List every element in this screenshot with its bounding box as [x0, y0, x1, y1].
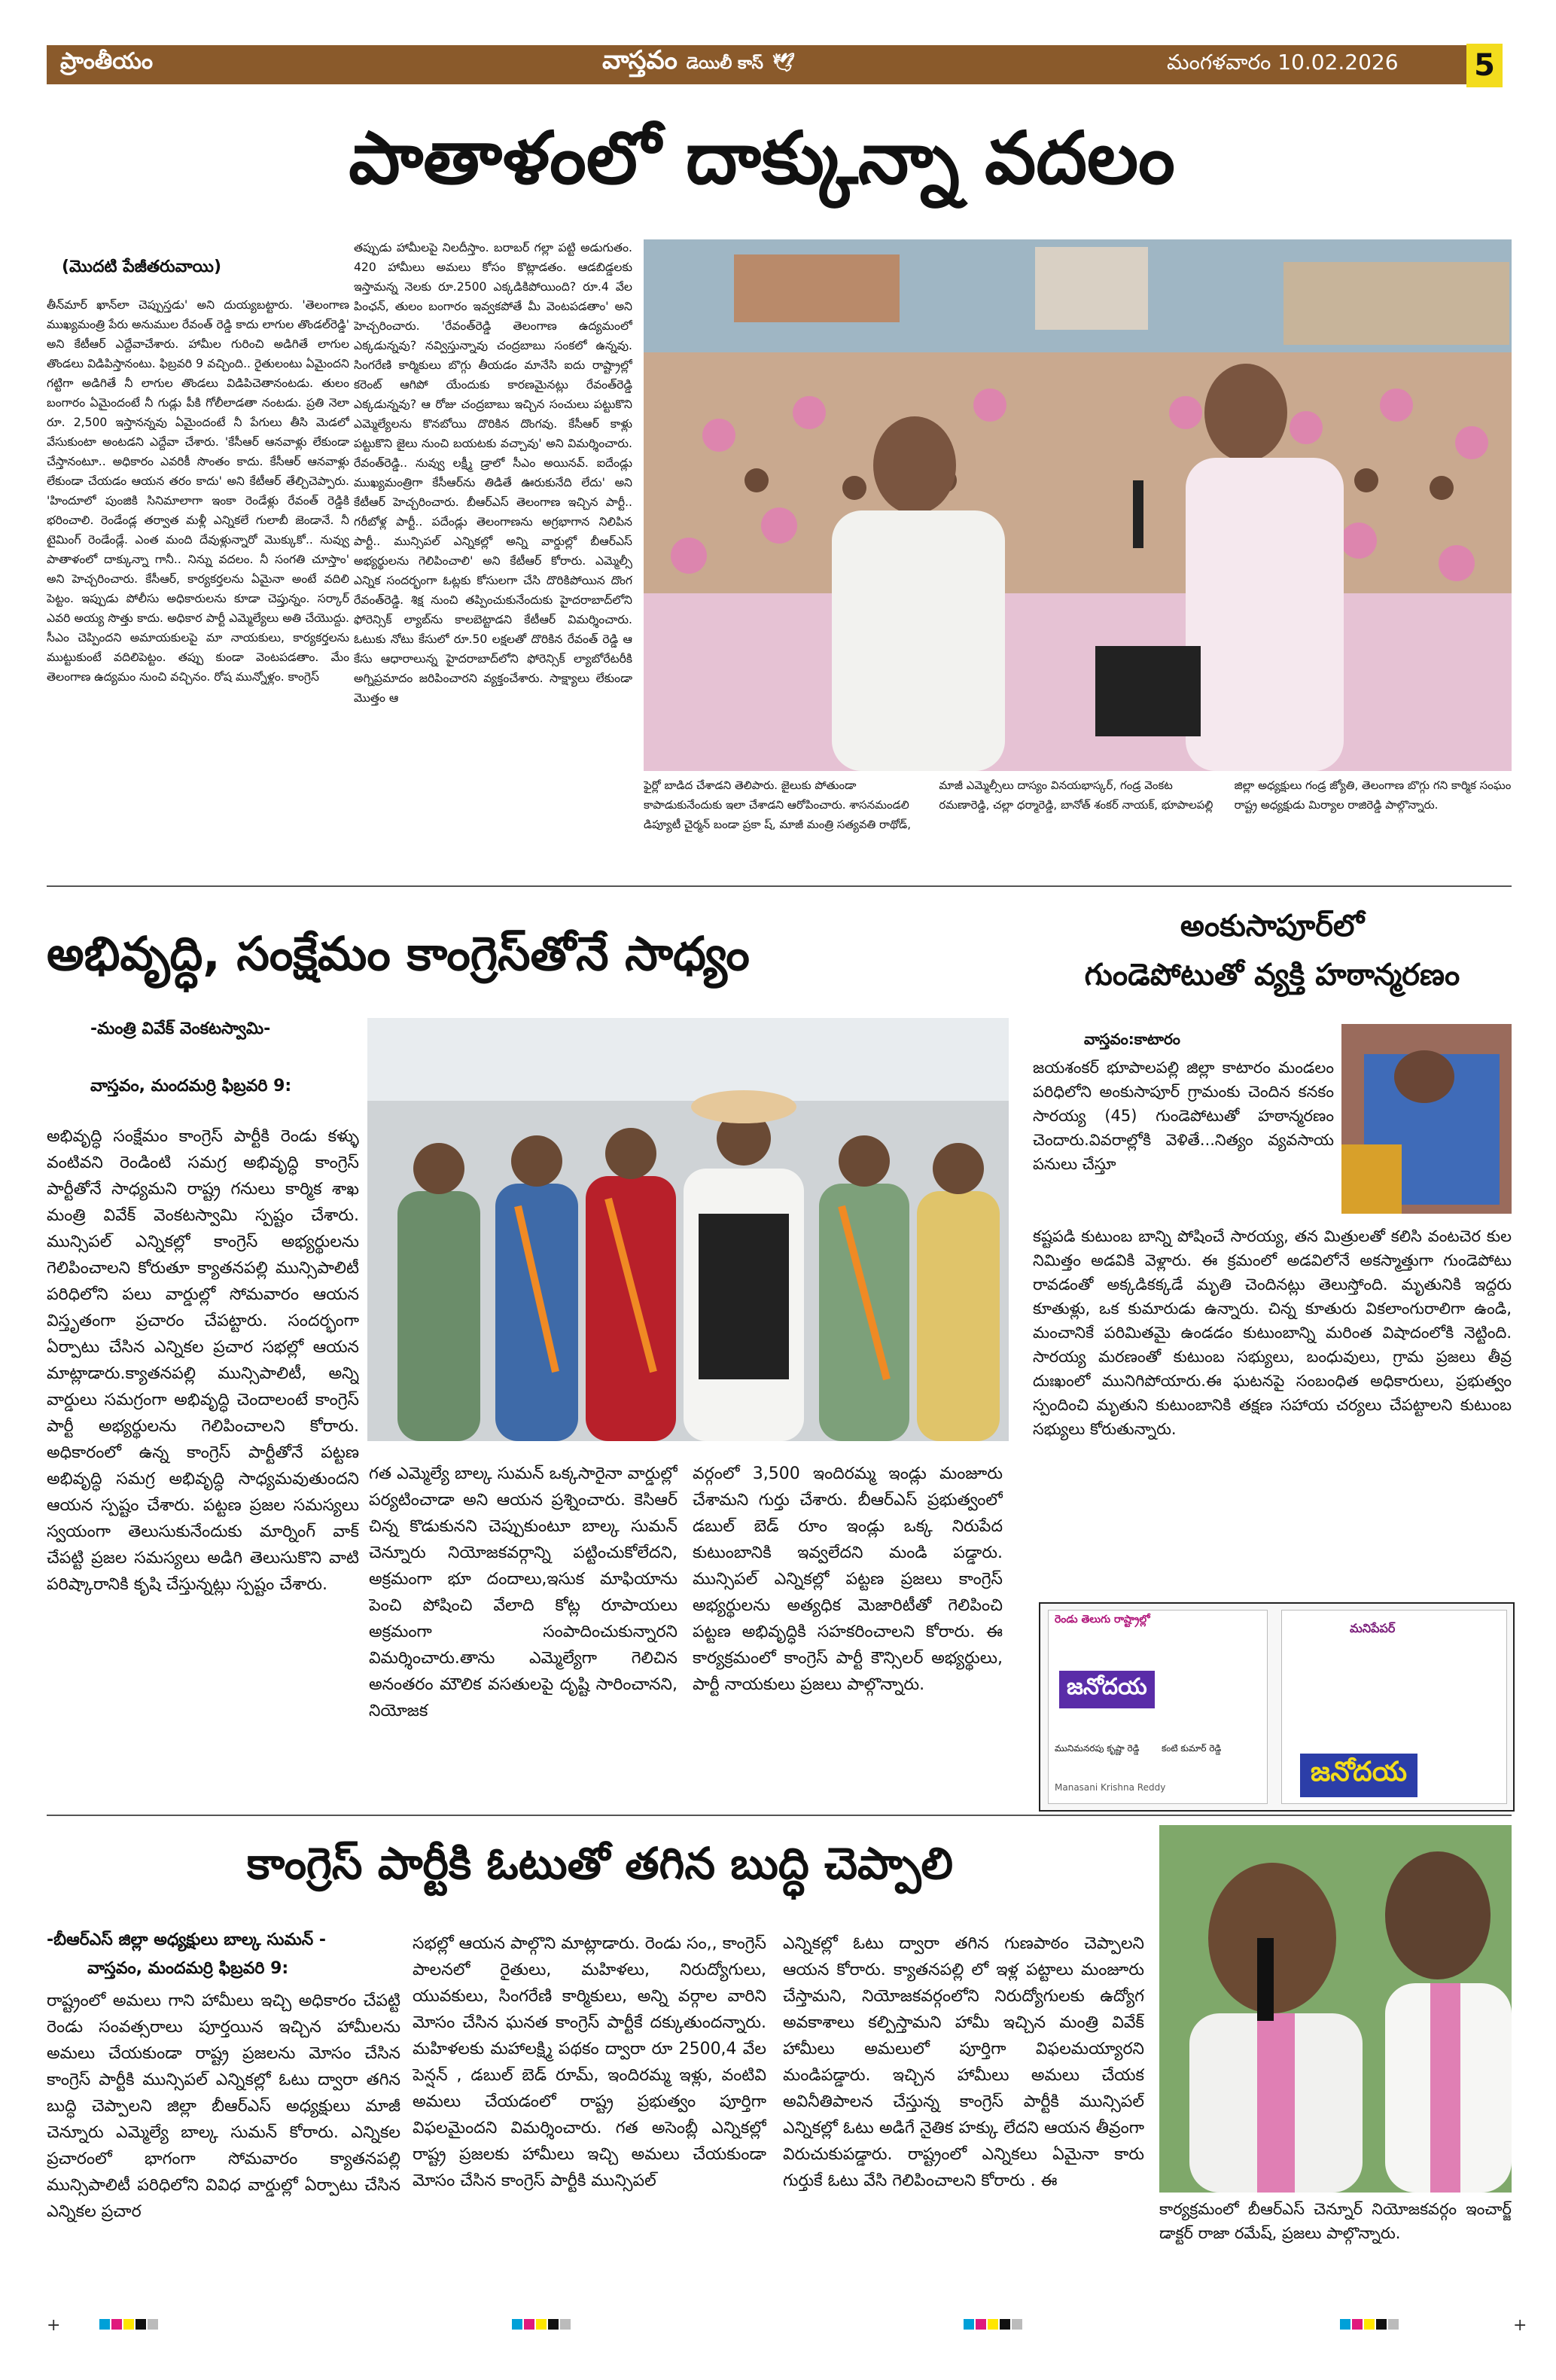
story4-caption: కార్యక్రమంలో బీఆర్ఎస్ చెన్నూర్ నియోజకవర్గం ఇంచార్జ్ డాక్టర్ రాజా రమేష్, ప్రజలు పాల్గొన్నారు.	[1159, 2200, 1512, 2242]
story1-continued: (మొదటి పేజీతరువాయి)	[62, 258, 222, 276]
story2-dateline: వాస్తవం, మందమర్రి ఫిబ్రవరి 9:	[90, 1077, 292, 1096]
story1-caption: ఫైర్లో బాడిద చేశాడని తెలిపారు. జైలుకు పోతుండా కాపాడుకునేందుకు ఇలా చేశాడని ఆరోపించారు. శాసనమండలి డిప్యూటీ చైర్మన్ బండా ప్రకా ష్, మాజీ మంత్రి సత్యవతి రాథోడ్, మాజీ ఎమ్మెల్సీలు దాస్యం వినయభాస్కర్, గండ్ర వెంకట రమణారెడ్డి, చల్లా ధర్మారెడ్డి, బానోత్ శంకర్ నాయక్, భూపాలపల్లి జిల్లా అధ్యక్షులు గండ్ర జ్యోతి, తెలంగాణ బొగ్గు గని కార్మిక సంఘం రాష్ట్ర అధ్యక్షుడు మిర్యాల రాజిరెడ్డి పాల్గొన్నారు.	[644, 779, 1512, 831]
swatch-black	[1376, 2319, 1387, 2330]
divider-2	[47, 1815, 1512, 1816]
story3-headline-line1: అంకుసాపూర్‌లో	[1180, 909, 1365, 943]
story1-rally-photo	[644, 239, 1512, 771]
swatch-grey	[560, 2319, 571, 2330]
ad-left-brand: జనోదయ	[1059, 1671, 1155, 1708]
ad-left-panel	[1048, 1610, 1268, 1804]
edition-name: డెయిలీ కాస్	[686, 54, 763, 73]
paper-name: వాస్తవం	[602, 45, 678, 75]
story3-photo	[1341, 1024, 1512, 1214]
dove-icon: 🕊	[772, 52, 796, 73]
story2-col1: అభివృద్ధి సంక్షేమం కాంగ్రెస్ పార్టీకి రెండు కళ్ళు వంటివని రెండింటి సమగ్ర అభివృద్ధి కాంగ్రెస్ పార్టీతోనే సాధ్యమని రాష్ట్ర గనులు కార్మిక శాఖ మంత్రి వివేక్ వెంకటస్వామి స్పష్టం చేశారు. మున్సిపల్ ఎన్నికల్లో కాంగ్రెస్ అభ్యర్థులను గెలిపించాలని కోరుతూ క్యాతనపల్లి మున్సిపాలిటీ పరిధిలోని పలు వార్డుల్లో సోమవారం ఆయన విస్తృతంగా ప్రచారం చేపట్టారు. సందర్భంగా ఏర్పాటు చేసిన ఎన్నికల ప్రచార సభల్లో ఆయన మాట్లాడారు.క్యాతనపల్లి మున్సిపాలిటీ, అన్ని వార్డులు సమగ్రంగా అభివృద్ధి చెందాలంటే కాంగ్రెస్ పార్టీ అభ్యర్థులను గెలిపించాలని కోరారు. అధికారంలో ఉన్న కాంగ్రెస్ పార్టీతోనే పట్టణ అభివృద్ధి సమగ్ర అభివృద్ధి సాధ్యమవుతుందని ఆయన స్పష్టం చేశారు. పట్టణ ప్రజల సమస్యలు స్వయంగా తెలుసుకునేందుకు మార్నింగ్ వాక్ చేపట్టి ప్రజల సమస్యలు అడిగి తెలుసుకొని వాటి పరిష్కారానికి కృషి చేస్తున్నట్లు స్పష్టం చేశారు.	[47, 1127, 359, 1594]
color-strip-2	[512, 2319, 571, 2330]
story4-col1: రాష్ట్రంలో అమలు గాని హామీలు ఇచ్చి అధికారం చేపట్టి రెండు సంవత్సరాలు పూర్తయిన ఇచ్చిన హామీలను అమలు చేయకుండా రాష్ట్ర ప్రజలను మోసం చేసిన కాంగ్రెస్ పార్టీకి మున్సిపల్ ఎన్నికల్లో ఓటు ద్వారా తగిన బుద్ధి చెప్పాలని జిల్లా బీఆర్ఎస్ అధ్యక్షులు మాజీ చెన్నూరు ఎమ్మెల్యే బాల్క సుమన్ కోరారు. ఎన్నికల ప్రచారంలో భాగంగా సోమవారం క్యాతనపల్లి మున్సిపాలిటీ పరిధిలోని వివిధ వార్డుల్లో ఏర్పాటు చేసిన ఎన్నికల ప్రచార	[47, 1991, 400, 2221]
divider-1	[47, 885, 1512, 887]
crosshair-right: +	[1513, 2316, 1527, 2335]
page-number: 5	[1466, 44, 1503, 87]
story4-byline: -బీఆర్ఎస్ జిల్లా అధ్యక్షులు బాల్క సుమన్ -	[47, 1931, 327, 1949]
swatch-cyan	[99, 2319, 110, 2330]
story2-col2: గత ఎమ్మెల్యే బాల్క సుమన్ ఒక్కసారైనా వార్డుల్లో పర్యటించాడా అని ఆయన ప్రశ్నించారు. కెసిఆర్ చిన్న కొడుకునని చెప్పుకుంటూ బాల్క సుమన్ చెన్నూరు నియోజకవర్గాన్ని పట్టించుకోలేదని, అక్రమంగా భూ దందాలు,ఇసుక మాఫియాను పెంచి పోషించి వేలాది కోట్ల రూపాయలు అక్రమంగా సంపాదించుకున్నారని విమర్శించారు.తాను ఎమ్మెల్యేగా గెలిచిన అనంతరం మౌలిక వసతులపై దృష్టి సారించానని, నియోజక	[369, 1464, 678, 1720]
color-strip-3	[964, 2319, 1022, 2330]
story3-headline-line2: గుండెపోటుతో వ్యక్తి హఠాన్మరణం	[1084, 958, 1460, 992]
registration-marks	[0, 2310, 1556, 2340]
swatch-cyan	[1340, 2319, 1350, 2330]
swatch-magenta	[976, 2319, 986, 2330]
color-strip-4	[1340, 2319, 1399, 2330]
swatch-yellow	[1364, 2319, 1375, 2330]
ad-right-brand: జనోదయ	[1300, 1754, 1417, 1797]
story1-col2: తప్పుడు హామీలపై నిలదీస్తాం. బరాబర్ గల్లా పట్టి అడుగుతం. 420 హామీలు అమలు కోసం కొట్లాడతం. ఆడబిడ్డలకు ఇస్తామన్న నెలకు రూ.2500 ఎక్కడికిపోయింది? రూ.4 వేల పింఛన్, తులం బంగారం ఇవ్వకపోతే మీ వెంటపడతాం' అని హెచ్చరించారు. 'రేవంత్‌రెడ్డి తెలంగాణ ఉద్యమంలో ఎక్కడున్నవు? నవ్విస్తున్నావు చంద్రబాబు సంకలో ఉన్నవు. సింగరేణి కార్మికులు బొగ్గు తీయడం మానేసి ఐదు రాష్ట్రాల్లో కరెంట్ ఆగిపో యేందుకు కారణమైనట్లు రేవంత్‌రెడ్డి ఎక్కడున్నవు? ఆ రోజు చంద్రబాబు ఇచ్చిన సంచులు పట్టుకొని ఎమ్మెల్యేలను కొనబోయి దొరికిన దొంగవు. కేసీఆర్ కాళ్లు పట్టుకొని జైలు నుంచి బయటకు వచ్చావు' అని విమర్శించారు. రేవంత్‌రెడ్డి.. నువ్వు లక్ష్మీ డ్రాలో సీఎం అయినవ్. ఐదేండ్లు ముఖ్యమంత్రిగా కేసీఆర్‌ను తిడితే ఊరుకునేది లేదు' అని కేటీఆర్ హెచ్చరించారు. బీఆర్ఎస్ తెలంగాణ ఇచ్చిన పార్టీ.. గరీబోళ్ల పార్టీ.. పదేండ్లు తెలంగాణను అగ్రభాగాన నిలిపిన పార్టీ.. మున్సిపల్ ఎన్నికల్లో అన్ని వార్డుల్లో బీఆర్ఎస్ అభ్యర్థులను గెలిపించాలి' అని కేటీఆర్ కోరారు. ఎమ్మెల్సీ ఎన్నిక సందర్భంగా ఓట్లకు కోసులగా చేసి దొరికిపోయిన దొంగ రేవంత్‌రెడ్డి. శిక్ష నుంచి తప్పించుకునేందుకు హైదరాబాద్‌లోని ఫోరెన్సిక్ ల్యాబ్‌ను కాలబెట్టాడని కేటీఆర్ విమర్శించారు. ఓటుకు నోటు కేసులో రూ.50 లక్షలతో దొరికిన రేవంత్ రెడ్డి ఆ కేసు ఆధారాలున్న హైదరాబాద్‌లోని ఫోరెన్సిక్ ల్యాబోరేటరీకి అగ్నిప్రమాదం జరిపించారని వ్యక్తంచేశారు. సాక్ష్యాలు లేకుండా మొత్తం ఆ	[354, 241, 632, 705]
swatch-yellow	[536, 2319, 547, 2330]
story2-byline: -మంత్రి వివేక్ వెంకటస్వామి-	[90, 1019, 271, 1038]
speaker-photo-art	[1159, 1825, 1512, 2193]
swatch-cyan	[512, 2319, 522, 2330]
ad-left-name2: Manasani Krishna Reddy	[1055, 1782, 1166, 1793]
swatch-magenta	[524, 2319, 534, 2330]
ad-left-title: రెండు తెలుగు రాష్ట్రాల్లో	[1055, 1614, 1150, 1626]
ad-right-panel	[1281, 1610, 1507, 1804]
story4-photo	[1159, 1825, 1512, 2193]
ad-box	[1039, 1602, 1515, 1812]
swatch-yellow	[988, 2319, 998, 2330]
campaign-photo-art	[367, 1018, 1009, 1441]
story4-dateline: వాస్తవం, మందమర్రి ఫిబ్రవరి 9:	[87, 1959, 289, 1978]
swatch-black	[136, 2319, 146, 2330]
masthead	[602, 45, 795, 81]
swatch-grey	[1012, 2319, 1022, 2330]
swatch-grey	[1388, 2319, 1399, 2330]
story2-campaign-photo	[367, 1018, 1009, 1441]
issue-date: మంగళవారం 10.02.2026	[1167, 50, 1399, 75]
mourning-photo-art	[1341, 1024, 1512, 1214]
swatch-black	[548, 2319, 559, 2330]
ad-right-title: మనిపేపర్	[1350, 1621, 1396, 1635]
story2-headline: అభివృద్ధి, సంక్షేమం కాంగ్రెస్‌తోనే సాధ్యం	[47, 926, 750, 981]
story3-body-narrow: జయశంకర్ భూపాలపల్లి జిల్లా కాటారం మండలం పరిధిలోని అంకుసాపూర్ గ్రామంకు చెందిన కనకం సారయ్య (45) గుండెపోటుతో హఠాన్మరణం చెందారు.వివరాల్లోకి వెళితే...నిత్యం వ్యవసాయ పనులు చేస్తూ	[1033, 1059, 1334, 1173]
story1-col1: తీన్‌మార్ ఖాన్‌లా చెప్పుస్తడు' అని దుయ్యబట్టారు. 'తెలంగాణ ముఖ్యమంత్రి పేరు అనుముల రేవంత్ రెడ్డి కాదు లాగుల తొండల్‌రెడ్డి' అని కేటీఆర్ ఎద్దేవాచేశారు. హామీల గురించి అడిగితే లాగుల తొండలు విడిపిస్తానంటు. ఫిబ్రవరి 9 వచ్చింది.. రైతులంటు ఏమైందని గట్టిగా అడిగితే నీ లాగుల తొండలు విడిపిచెతానంటడు. తులం బంగారం ఏమైందంటే నీ గుడ్లు పీకి గోలీలాడతా నంటడు. ప్రతి నెలా రూ. 2,500 ఇస్తానన్నవు ఏమైందంటే నీ పేగులు తీసి మెడలో వేసుకుంటా అంటడని ఎద్దేవా చేశారు. 'కేసీఆర్ ఆనవాళ్లు లేకుండా చేస్తానంటూ.. అధికారం ఎవరికీ సొంతం కాదు. కేసీఆర్ ఆనవాళ్లు లేకుండా చేయడం ఆయన తరం కాదు' అని కేటీఆర్ తేల్చిచెప్పారు. 'హిందూలో పుంజికి సినిమాలాగా ఇంకా రెండేళ్లు రేవంత్ రెడ్డికి భరించాలి. రెండేండ్ల తర్వాత మళ్లీ ఎన్నికలే గులాబీ జెండానే. నీ టైమింగ్ రెండేండ్లే. ఎంత మంది దేవుళ్లున్నారో మొక్కుకో.. నువ్వు పాతాళంలో దాక్కున్నా గానీ.. నిన్ను వదలం. నీ సంగతి చూస్తాం' అని హెచ్చరించారు. కేసీఆర్, కార్యకర్తలను ఏమైనా అంటే వదిలి పెట్టం. ఇప్పుడు పోలీసు అధికారులను కూడా చెప్తున్నం. సర్కార్ ఎవరి అయ్య సొత్తు కాదు. అధికార పార్టీ ఎమ్మెల్యేలు అతి చేయొద్దు. సీఎం చెప్పిందని అమాయకులపై మా నాయకులు, కార్యకర్తలను ముట్టుకుంటే వదిలిపెట్టం. తప్పు కుండా వెంటపడతాం. మేం తెలంగాణ ఉద్యమం నుంచి వచ్చినం. రోష మున్నోళ్లం. కాంగ్రెస్	[47, 298, 349, 684]
ad-left-name3: కంటి కుమార్ రెడ్డి	[1162, 1743, 1222, 1754]
swatch-cyan	[964, 2319, 974, 2330]
story3-dateline: వాస్తవం:కాటారం	[1084, 1030, 1180, 1048]
swatch-grey	[148, 2319, 158, 2330]
ad-left-name1: మునిమనరపు కృష్ణా రెడ్డి	[1055, 1743, 1140, 1754]
section-label: ప్రాంతీయం	[60, 48, 154, 75]
story4-headline: కాంగ్రెస్ పార్టీకి ఓటుతో తగిన బుద్ధి చెప్పాలి	[246, 1838, 954, 1889]
crosshair-left: +	[47, 2316, 61, 2335]
rally-photo-art	[644, 239, 1512, 771]
swatch-black	[1000, 2319, 1010, 2330]
story3-body-wide: కష్టపడి కుటుంబ బాన్ని పోషించే సారయ్య, తన మిత్రులతో కలిసి వంటచెర కుల నిమిత్తం అడవికి వెళ్లారు. ఈ క్రమంలో అడవిలోనే అకస్మాత్తుగా గుండెపోటు రావడంతో అక్కడికక్కడే మృతి చెందినట్లు తెలుస్తోంది. మృతునికి ఇద్దరు కూతుళ్లు, ఒక కుమారుడు ఉన్నారు. చిన్న కూతురు వికలాంగురాలిగా ఉండి, మంచానికే పరిమితమై ఉండడం కుటుంబాన్ని మరింత విషాదంలోకి నెట్టింది. సారయ్య మరణంతో కుటుంబ సభ్యులు, బంధువులు, గ్రామ ప్రజలు తీవ్ర దుఃఖంలో మునిగిపోయారు.ఈ ఘటనపై సంబంధిత అధికారులు, ప్రభుత్వం స్పందించి మృతుని కుటుంబానికి తక్షణ సహాయ చర్యలు చేపట్టాలని కుటుంబ సభ్యులు కోరుతున్నారు.	[1033, 1227, 1512, 1438]
story1-headline: పాతాళంలో దాక్కున్నా వదలం	[349, 116, 1175, 200]
swatch-magenta	[111, 2319, 122, 2330]
story4-col3: ఎన్నికల్లో ఓటు ద్వారా తగిన గుణపాఠం చెప్పాలని ఆయన కోరారు. క్యాతనపల్లి లో ఇళ్ల పట్టాలు మంజూరు చేస్తామని, నియోజకవర్గంలోని నిరుద్యోగులకు ఉద్యోగ అవకాశాలు కల్పిస్తామని హామీ ఇచ్చిన మంత్రి వివేక్ హామీలు అమలులో పూర్తిగా విఫలమయ్యారని మండిపడ్డారు. ఇచ్చిన హామీలు అమలు చేయక అవినీతిపాలన చేస్తున్న కాంగ్రెస్ పార్టీకి మున్సిపల్ ఎన్నికల్లో ఓటు అడిగే నైతిక హక్కు లేదని ఆయన తీవ్రంగా విరుచుకుపడ్డారు. రాష్ట్రంలో ఎన్నికలు ఏమైనా కారు గుర్తుకే ఓటు వేసి గెలిపించాలని కోరారు . ఈ	[783, 1934, 1144, 2190]
story2-col3: వర్గంలో 3,500 ఇందిరమ్మ ఇండ్లు మంజూరు చేశామని గుర్తు చేశారు. బీఆర్ఎస్ ప్రభుత్వంలో డబుల్ బెడ్ రూం ఇండ్లు ఒక్క నిరుపేద కుటుంబానికి ఇవ్వలేదని మండి పడ్డారు. మున్సిపల్ ఎన్నికల్లో పట్టణ ప్రజలు కాంగ్రెస్ అభ్యర్థులను అత్యధిక మెజారిటీతో గెలిపించి పట్టణ అభివృద్ధికి సహకరించాలని కోరారు. ఈ కార్యక్రమంలో కాంగ్రెస్ పార్టీ కౌన్సిలర్ అభ్యర్థులు, పార్టీ నాయకులు ప్రజలు పాల్గొన్నారు.	[693, 1464, 1003, 1694]
story4-col2: సభల్లో ఆయన పాల్గొని మాట్లాడారు. రెండు సం,, కాంగ్రెస్ పాలనలో రైతులు, మహిళలు, నిరుద్యోగులు, యువకులు, సింగరేణి కార్మికులు, అన్ని వర్గాల వారిని మోసం చేసిన ఘనత కాంగ్రెస్ పార్టీకే దక్కుతుందన్నారు. మహిళలకు మహాలక్ష్మి పథకం ద్వారా రూ 2500,4 వేల పెన్షన్ , డబుల్ బెడ్ రూమ్, ఇందిరమ్మ ఇళ్లు, వంటివి అమలు చేయడంలో రాష్ట్ర ప్రభుత్వం పూర్తిగా విఫలమైందని విమర్శించారు. గత అసెంబ్లీ ఎన్నికల్లో రాష్ట్ర ప్రజలకు హామీలు ఇచ్చి అమలు చేయకుండా మోసం చేసిన కాంగ్రెస్ పార్టీకి మున్సిపల్	[413, 1934, 766, 2190]
color-strip-1	[99, 2319, 158, 2330]
swatch-yellow	[123, 2319, 134, 2330]
swatch-magenta	[1352, 2319, 1363, 2330]
